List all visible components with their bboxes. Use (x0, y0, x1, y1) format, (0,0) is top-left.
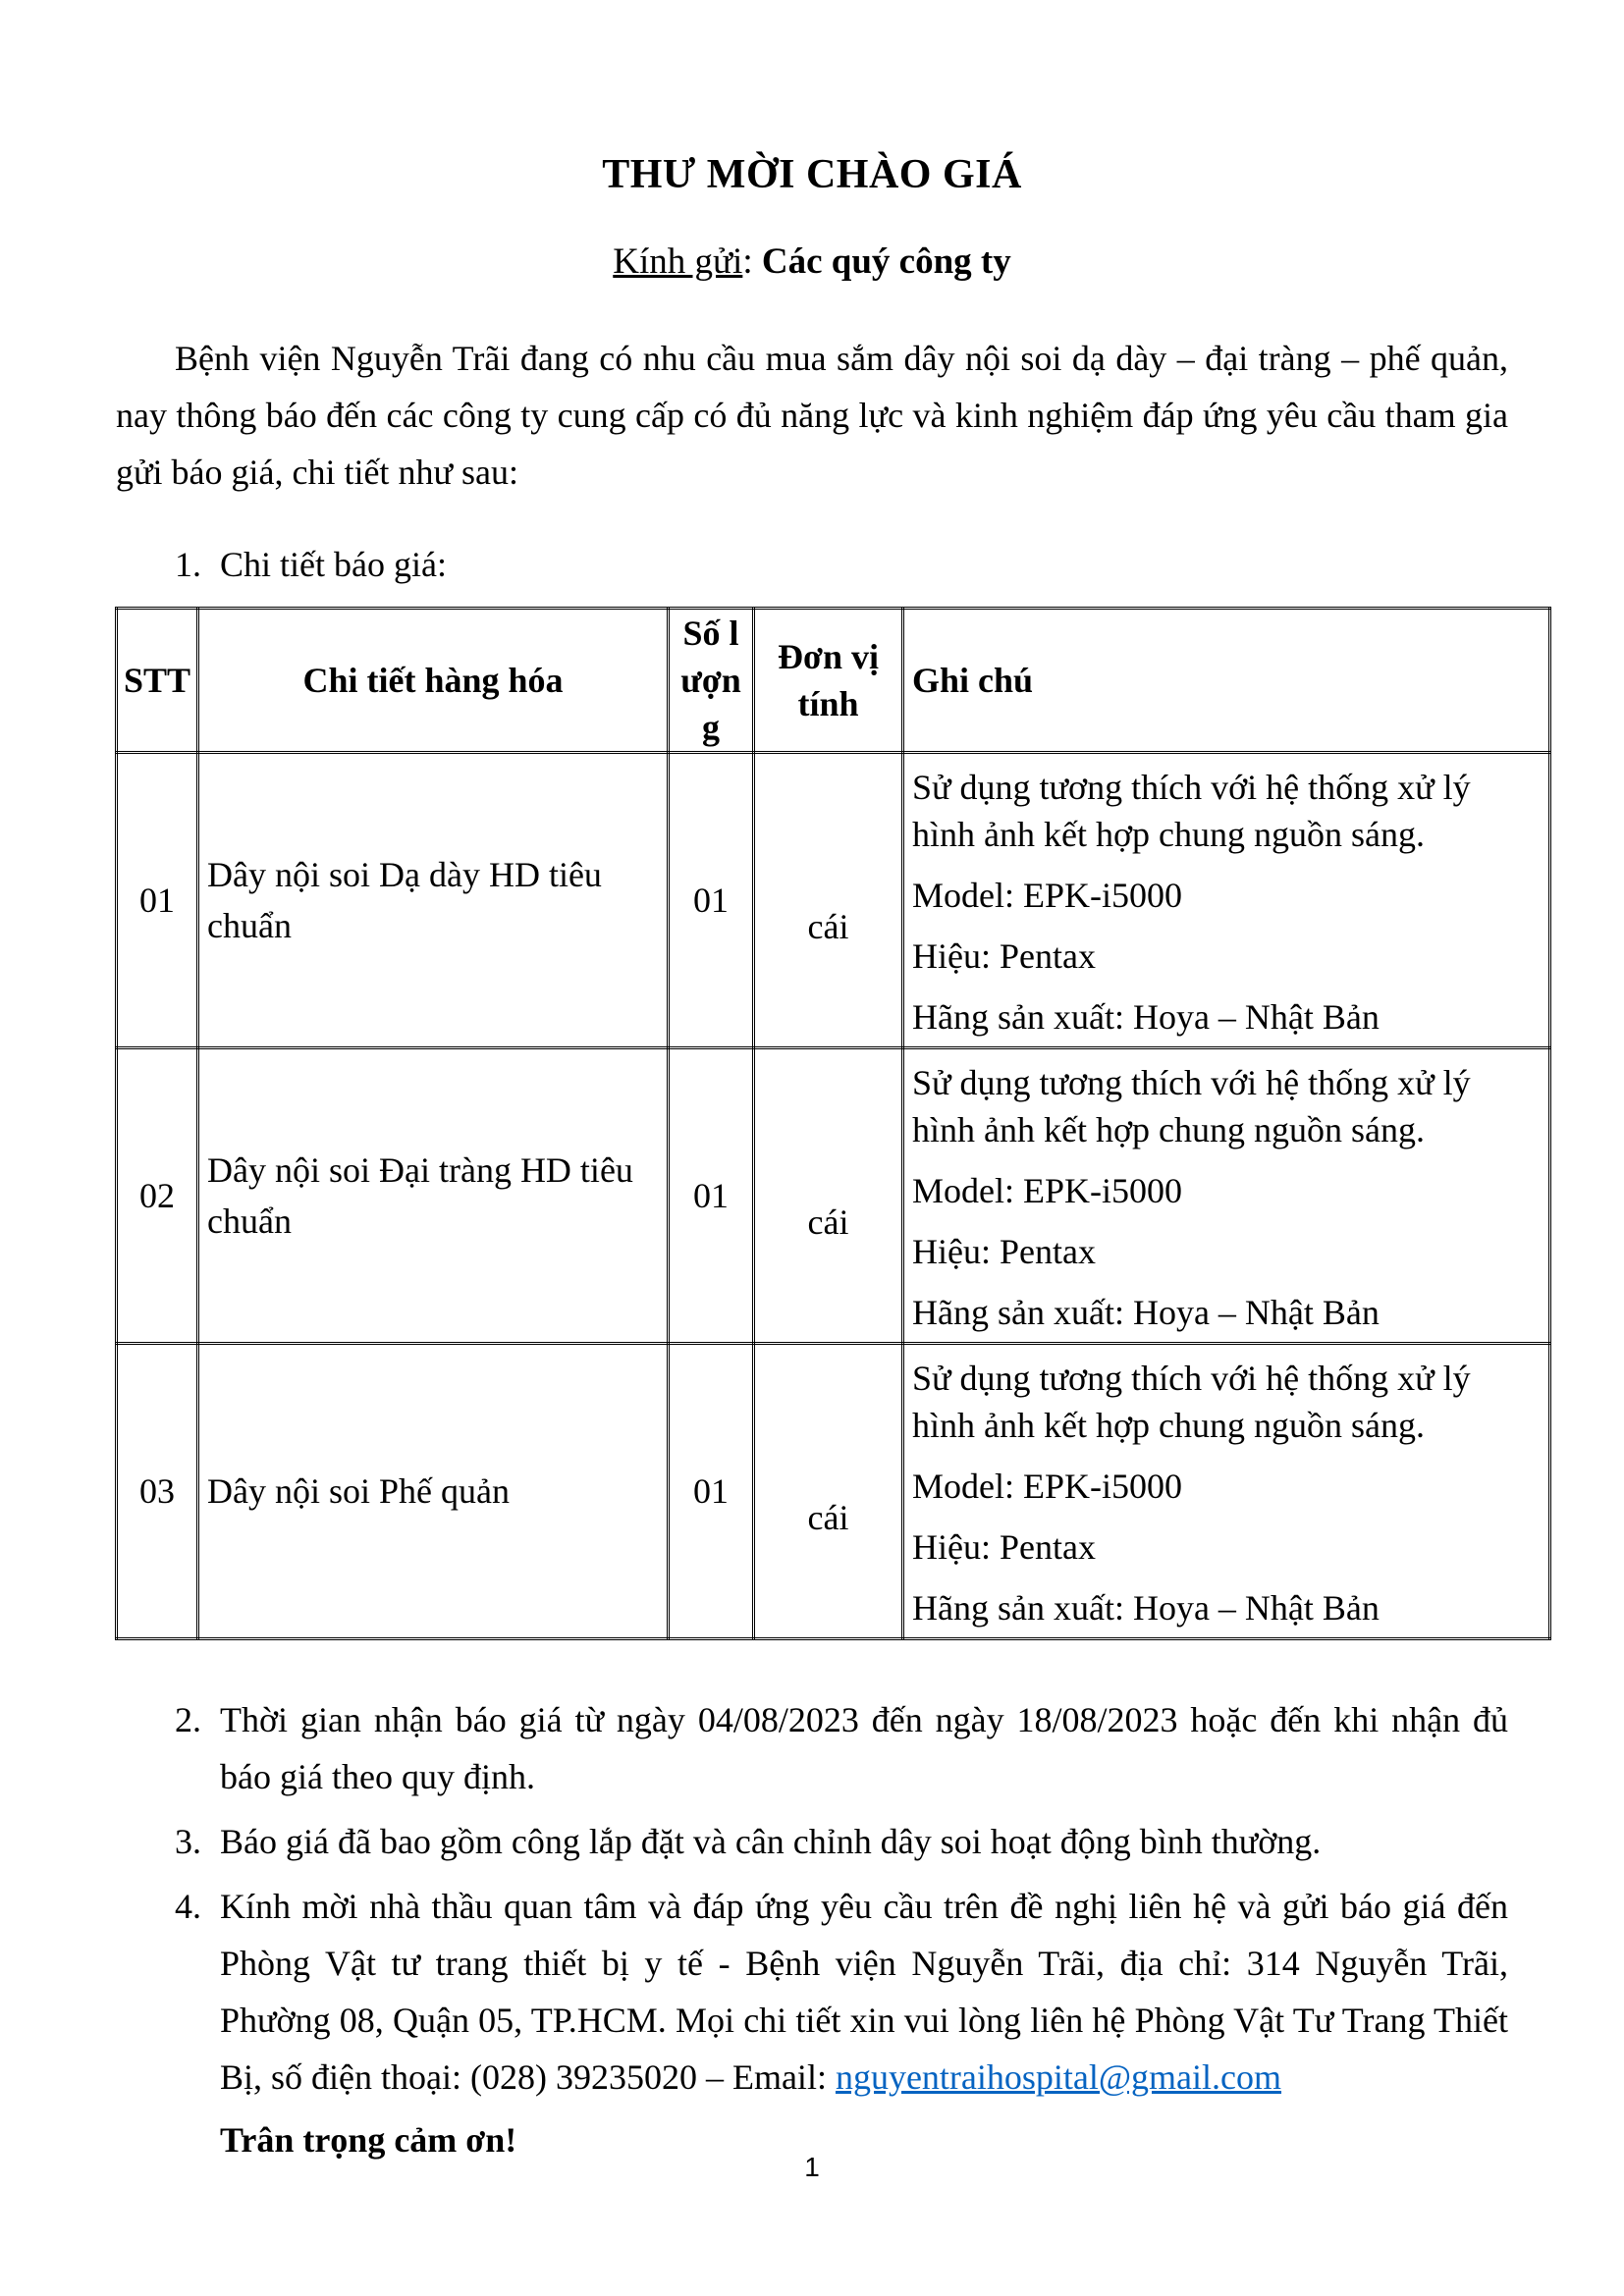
cell-item: Dây nội soi Phế quản (198, 1343, 669, 1638)
table-row (117, 1047, 1550, 1343)
list-item-3-number: 3. (175, 1821, 201, 1861)
note-line: Hãng sản xuất: Hoya – Nhật Bản (912, 1292, 1380, 1332)
note-line: Sử dụng tương thích với hệ thống xử lý hình ảnh kết hợp chung nguồn sáng. (912, 767, 1471, 854)
note-line: Model: EPK-i5000 (912, 1466, 1182, 1506)
cell-stt: 02 (117, 1047, 198, 1343)
header-row (117, 608, 1550, 752)
list-item-2 (175, 1691, 1508, 1805)
list-item-4 (175, 1878, 1508, 2106)
list-item-4-text (220, 1878, 1508, 2106)
list-item-4-number: 4. (175, 1886, 201, 1926)
salutation-line (116, 240, 1508, 284)
quote-table-header (117, 608, 1550, 752)
quote-table (115, 607, 1551, 1640)
list-item-3 (175, 1813, 1508, 1870)
list-item-1 (175, 536, 1508, 593)
cell-note (903, 1047, 1550, 1343)
cell-item: Dây nội soi Dạ dày HD tiêu chuẩn (198, 752, 669, 1047)
list-item-1-text: Chi tiết báo giá: (220, 544, 447, 584)
terms-section (116, 1691, 1508, 2168)
salutation-label: Kính gửi (613, 241, 743, 283)
note-line: Sử dụng tương thích với hệ thống xử lý hình ảnh kết hợp chung nguồn sáng. (912, 1062, 1471, 1149)
cell-note (903, 1343, 1550, 1638)
note-line: Sử dụng tương thích với hệ thống xử lý hình ảnh kết hợp chung nguồn sáng. (912, 1358, 1471, 1445)
email-link[interactable]: nguyentraihospital@gmail.com (835, 2056, 1282, 2097)
header-item: Chi tiết hàng hóa (198, 608, 669, 752)
cell-stt: 03 (117, 1343, 198, 1638)
closing-line: Trân trọng cảm ơn! (220, 2119, 517, 2160)
note-line: Model: EPK-i5000 (912, 1170, 1182, 1210)
cell-quantity: 01 (669, 752, 754, 1047)
note-line: Hiệu: Pentax (912, 1526, 1096, 1567)
table-row (117, 1343, 1550, 1638)
cell-quantity: 01 (669, 1047, 754, 1343)
note-line: Hãng sản xuất: Hoya – Nhật Bản (912, 996, 1380, 1037)
salutation-separator: : (742, 241, 762, 283)
header-stt: STT (117, 608, 198, 752)
list-item-2-number: 2. (175, 1699, 201, 1739)
note-line: Hãng sản xuất: Hoya – Nhật Bản (912, 1587, 1380, 1628)
note-line: Hiệu: Pentax (912, 1231, 1096, 1271)
list-item-2-text: Thời gian nhận báo giá từ ngày 04/08/2023 đến ngày 18/08/2023 hoặc đến khi nhận đủ báo giá theo quy định. (220, 1699, 1508, 1796)
list-item-3-text: Báo giá đã bao gồm công lắp đặt và cân chỉnh dây soi hoạt động bình thường. (220, 1821, 1322, 1861)
contact-text: Kính mời nhà thầu quan tâm và đáp ứng yêu cầu trên đề nghị liên hệ và gửi báo giá đến Phòng Vật tư trang thiết bị y tế - Bệnh viện Nguyễn Trãi, địa chỉ: 314 Nguyễn Trãi, Phường 08, Quận 05, TP.HCM. Mọi chi tiết xin vui lòng liên hệ Phòng Vật Tư Trang Thiết Bị, số điện thoại: (028) 39235020 – Email: (220, 1886, 1508, 2097)
document-title: THƯ MỜI CHÀO GIÁ (602, 152, 1022, 197)
header-note: Ghi chú (903, 608, 1550, 752)
cell-unit: cái (754, 1047, 903, 1343)
table-row (117, 752, 1550, 1047)
cell-item: Dây nội soi Đại tràng HD tiêu chuẩn (198, 1047, 669, 1343)
note-line: Model: EPK-i5000 (912, 875, 1182, 915)
cell-unit: cái (754, 1343, 903, 1638)
intro-paragraph: Bệnh viện Nguyễn Trãi đang có nhu cầu mua sắm dây nội soi dạ dày – đại tràng – phế quản, nay thông báo đến các công ty cung cấp có đủ năng lực và kinh nghiệm đáp ứng yêu cầu tham gia gửi báo giá, chi tiết như sau: (116, 338, 1508, 492)
header-quantity: Số lượng (669, 608, 754, 752)
cell-quantity: 01 (669, 1343, 754, 1638)
header-unit: Đơn vị tính (754, 608, 903, 752)
note-line: Hiệu: Pentax (912, 935, 1096, 976)
page-number: 1 (804, 2152, 820, 2182)
cell-note (903, 752, 1550, 1047)
list-item-1-number: 1. (175, 544, 201, 584)
cell-unit: cái (754, 752, 903, 1047)
cell-stt: 01 (117, 752, 198, 1047)
salutation-value: Các quý công ty (761, 241, 1011, 283)
